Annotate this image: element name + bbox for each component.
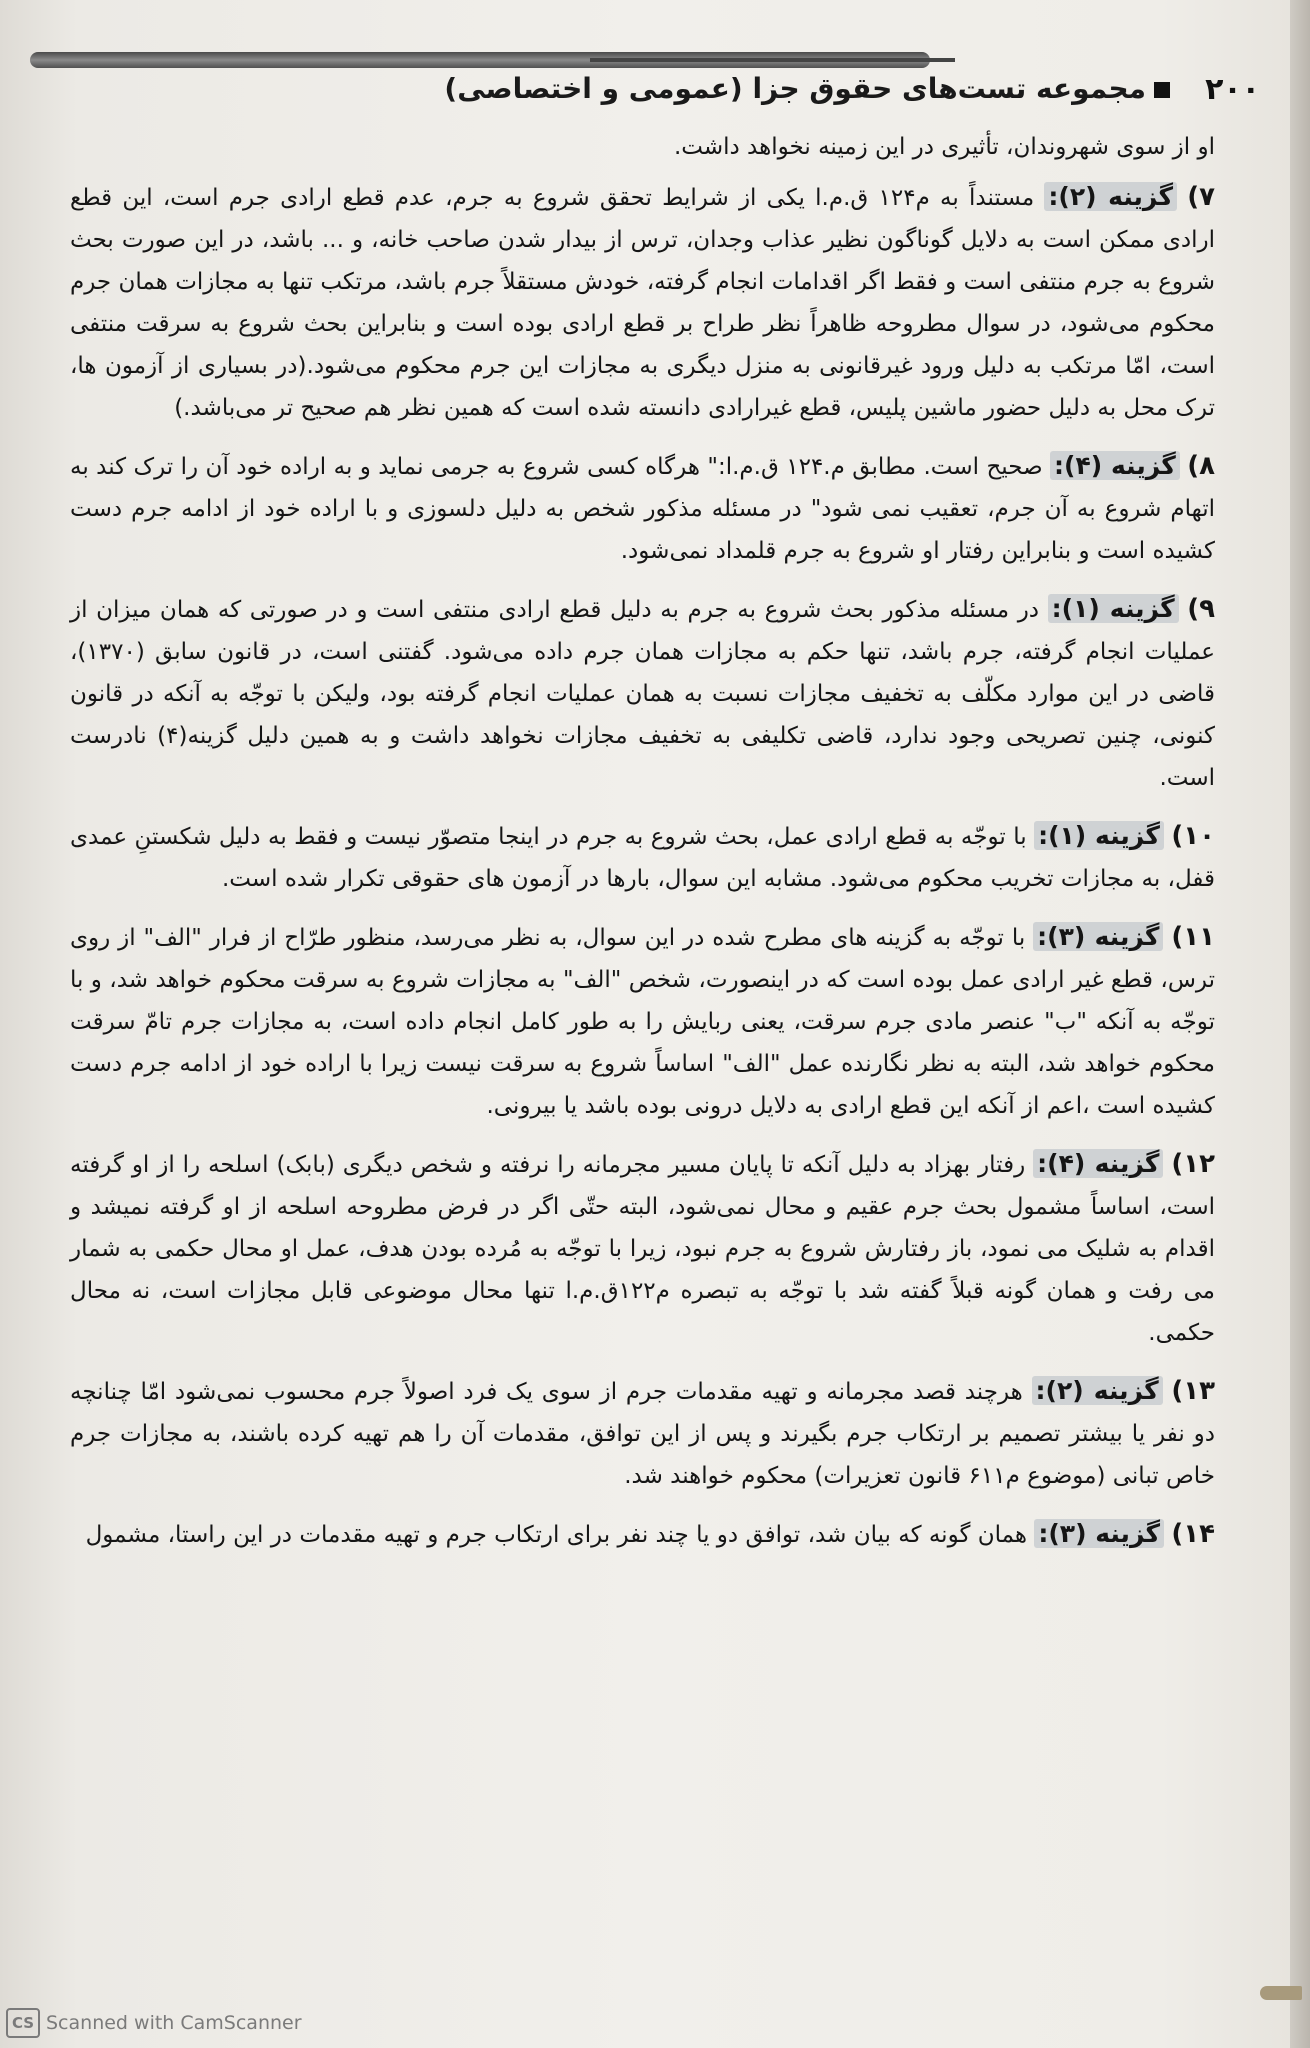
book-title xyxy=(444,72,1170,105)
answer-text: رفتار بهزاد به دلیل آنکه تا پایان مسیر مجرمانه را نرفته و شخص دیگری (بابک) اسلحه را از او گرفته است، اساساً مشمول بحث جرم عقیم و محال نمی‌شود، البته حتّی اگر در فرض مطروحه اسلحه از او گرفته نمیشد و اقدام به شلیک می نمود، باز رفتارش شروع به جرم نبود، زیرا با توجّه به مُرده بودن هدف، عمل او محال حکمی به شمار می رفت و همان گونه قبلاً گفته شد با توجّه به تبصره م۱۲۲ق.م.ا تنها محال موضوعی قابل مجازات است، نه محال حکمی. xyxy=(70,1152,1215,1346)
answer-paragraph-8 xyxy=(70,445,1215,572)
answer-option: گزینه (۲): xyxy=(1032,1376,1163,1405)
answer-paragraph-12 xyxy=(70,1143,1215,1354)
answer-option: گزینه (۴): xyxy=(1050,451,1180,480)
page-edge xyxy=(1290,0,1310,2048)
page-number: ۲۰۰ xyxy=(1205,72,1260,107)
square-bullet-icon xyxy=(1154,82,1170,98)
page-body xyxy=(70,126,1215,1572)
answer-number: ۸) xyxy=(1187,451,1216,481)
answer-text: با توجّه به گزینه های مطرح شده در این سوال، به نظر می‌رسد، منظور طرّاح از فرار "الف" از روی ترس، قطع غیر ارادی عمل بوده است که در اینصورت، شخص "الف" به مجازات شروع به سرقت محکوم خواهد شد، و با توجّه به آنکه "ب" عنصر مادی جرم سرقت، یعنی ربایش را به طور کامل انجام داده است، به مجازات جرم تامّ سرقت محکوم خواهد شد، البته به نظر نگارنده عمل "الف" اساساً شروع به سرقت نیست زیرا با اراده خود از ادامه جرم دست کشیده است ،اعم از آنکه این قطع ارادی به دلایل درونی بوده باشد یا بیرونی. xyxy=(70,925,1215,1119)
answer-paragraph-14 xyxy=(70,1513,1215,1556)
answer-paragraph-10 xyxy=(70,815,1215,900)
page-header xyxy=(30,40,1260,118)
answer-option: گزینه (۳): xyxy=(1034,1519,1164,1548)
answer-paragraph-7 xyxy=(70,176,1215,429)
answer-number: ۱۴) xyxy=(1171,1519,1215,1549)
answer-option: گزینه (۳): xyxy=(1033,922,1163,951)
answer-text: مستنداً به م۱۲۴ ق.م.ا یکی از شرایط تحقق شروع به جرم، عدم قطع ارادی جرم است، این قطع ارادی ممکن است به دلایل گوناگون نظیر عذاب وجدان، ترس از بیدار شدن صاحب خانه، و ... باشد، در این صورت بحث شروع به جرم منتفی است و فقط اگر اقدامات انجام گرفته، خودش مستقلاً جرم باشد، مرتکب تنها به مجازات همان جرم محکوم می‌شود، در سوال مطروحه ظاهراً نظر طراح بر قطع ارادی بوده است و بنابراین بحث شروع به سرقت منتفی است، امّا مرتکب به دلیل ورود غیرقانونی به منزل دیگری به مجازات این جرم محکوم می‌شود.(در بسیاری از آزمون ها، ترک محل به دلیل حضور ماشین پلیس، قطع غیرارادی دانسته شده است که همین نظر هم صحیح تر می‌باشد.) xyxy=(70,185,1215,421)
camscanner-logo-icon: CS xyxy=(6,2008,40,2038)
answer-paragraph-11 xyxy=(70,916,1215,1127)
book-title-text: مجموعه تست‌های حقوق جزا (عمومی و اختصاصی) xyxy=(444,72,1146,105)
answer-number: ۱۰) xyxy=(1171,821,1215,851)
answer-number: ۱۱) xyxy=(1171,922,1215,952)
scanner-watermark xyxy=(6,2008,302,2038)
page-corner-mark xyxy=(1260,1986,1302,2000)
answer-text: صحیح است. مطابق م.۱۲۴ ق.م.ا:" هرگاه کسی شروع به جرمی نماید و به اراده خود آن را ترک کند به اتهام شروع به آن جرم، تعقیب نمی شود" در مسئله مذکور شخص به دلیل دلسوزی و با اراده خود از ادامه جرم دست کشیده است و بنابراین رفتار او شروع به جرم قلمداد نمی‌شود. xyxy=(70,454,1215,564)
answer-paragraph-13 xyxy=(70,1370,1215,1497)
intro-paragraph: او از سوی شهروندان، تأثیری در این زمینه نخواهد داشت. xyxy=(673,134,1215,160)
header-rule xyxy=(590,58,955,62)
answer-text: با توجّه به قطع ارادی عمل، بحث شروع به جرم در اینجا متصوّر نیست و فقط به دلیل شکستنِ عمدی قفل، به مجازات تخریب محکوم می‌شود. مشابه این سوال، بارها در آزمون های حقوقی تکرار شده است. xyxy=(70,824,1215,892)
scanner-watermark-label: Scanned with CamScanner xyxy=(46,2012,302,2034)
answer-number: ۱۳) xyxy=(1171,1376,1216,1406)
answer-option: گزینه (۴): xyxy=(1033,1149,1163,1178)
answer-text: هرچند قصد مجرمانه و تهیه مقدمات جرم از سوی یک فرد اصولاً جرم محسوب نمی‌شود امّا چنانچه دو نفر یا بیشتر تصمیم بر ارتکاب جرم بگیرند و پس از این توافق، مقدمات آن را هم تهیه کرده باشند، به مجازات جرم خاص تبانی (موضوع م۶۱۱ قانون تعزیرات) محکوم خواهند شد. xyxy=(70,1379,1215,1489)
answer-number: ۹) xyxy=(1187,594,1215,624)
answer-option: گزینه (۱): xyxy=(1048,594,1179,623)
answer-option: گزینه (۱): xyxy=(1034,821,1164,850)
answer-option: گزینه (۲): xyxy=(1044,182,1177,211)
answer-text: همان گونه که بیان شد، توافق دو یا چند نفر برای ارتکاب جرم و تهیه مقدمات در این راستا، مشمول xyxy=(85,1522,1028,1548)
answer-number: ۱۲) xyxy=(1171,1149,1216,1179)
answer-number: ۷) xyxy=(1187,182,1215,212)
answer-paragraph-9 xyxy=(70,588,1215,799)
answer-text: در مسئله مذکور بحث شروع به جرم به دلیل قطع ارادی منتفی است و در صورتی که همان میزان از عملیات انجام گرفته، جرم باشد، تنها حکم به مجازات همان جرم داده می‌شود. گفتنی است، در قانون سابق (۱۳۷۰)، قاضی در این موارد مکلّف به تخفیف مجازات نسبت به همان عملیات انجام گرفته بود، ولیکن با توجّه به آنکه در قانون کنونی، چنین تصریحی وجود ندارد، قاضی تکلیفی به تخفیف مجازات نخواهد داشت و به همین دلیل گزینه(۴) نادرست است. xyxy=(70,597,1215,791)
